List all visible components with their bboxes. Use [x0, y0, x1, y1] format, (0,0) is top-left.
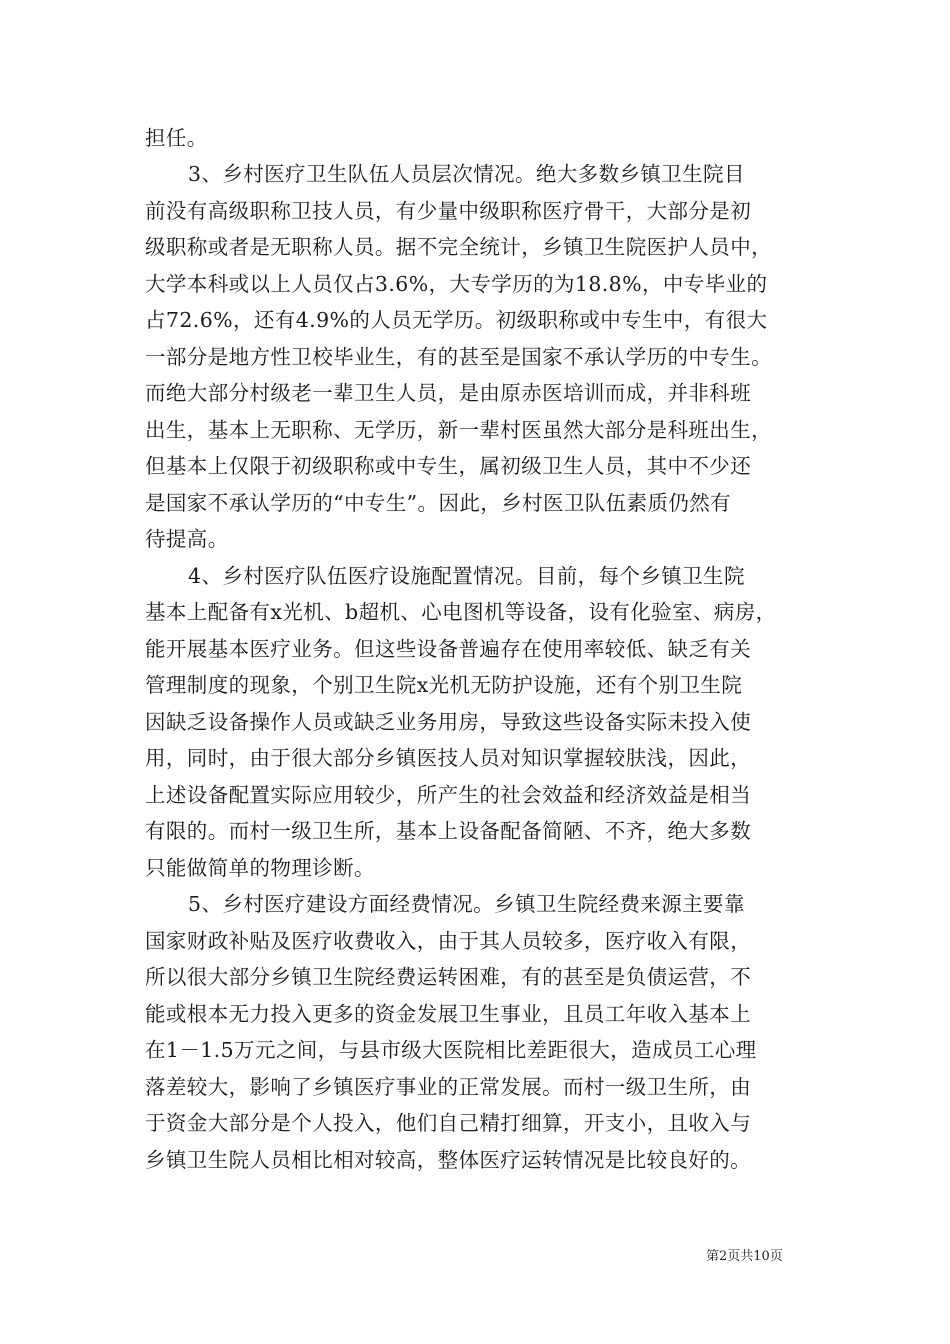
text-line: 一部分是地方性卫校毕业生，有的甚至是国家不承认学历的中专生。 [145, 345, 772, 369]
text-line: 用，同时，由于很大部分乡镇医技人员对知识掌握较肤浅，因此， [145, 746, 752, 770]
paragraph-4-start: 4、乡村医疗队伍医疗设施配置情况。目前，每个乡镇卫生院 [188, 564, 745, 588]
text-line: 只能做简单的物理诊断。 [145, 856, 375, 880]
text-line: 国家财政补贴及医疗收费收入，由于其人员较多，医疗收入有限， [145, 929, 752, 953]
text-line: 能开展基本医疗业务。但这些设备普遍存在使用率较低、缺乏有关 [145, 637, 752, 661]
text-line: 前没有高级职称卫技人员，有少量中级职称医疗骨干，大部分是初 [145, 199, 752, 223]
text-line: 在1－1.5万元之间，与县市级大医院相比差距很大，造成员工心理 [145, 1038, 757, 1062]
text-line: 出生，基本上无职称、无学历，新一辈村医虽然大部分是科班出生， [145, 418, 772, 442]
page-number-footer: 第2页共10页 [706, 1249, 783, 1264]
text-line: 所以很大部分乡镇卫生院经费运转困难，有的甚至是负债运营，不 [145, 965, 752, 989]
text-line: 上述设备配置实际应用较少，所产生的社会效益和经济效益是相当 [145, 783, 752, 807]
text-line: 于资金大部分是个人投入，他们自己精打细算，开支小，且收入与 [145, 1111, 752, 1135]
text-line: 能或根本无力投入更多的资金发展卫生事业，且员工年收入基本上 [145, 1002, 752, 1026]
text-line: 待提高。 [145, 527, 229, 551]
text-line: 大学本科或以上人员仅占3.6%，大专学历的为18.8%，中专毕业的 [145, 272, 768, 296]
text-line: 担任。 [145, 126, 208, 150]
text-line: 占72.6%，还有4.9%的人员无学历。初级职称或中专生中，有很大 [145, 308, 768, 332]
paragraph-3-start: 3、乡村医疗卫生队伍人员层次情况。绝大多数乡镇卫生院目 [188, 162, 745, 186]
text-line: 管理制度的现象，个别卫生院x光机无防护设施，还有个别卫生院 [145, 673, 743, 697]
text-line: 级职称或者是无职称人员。据不完全统计，乡镇卫生院医护人员中， [145, 235, 772, 259]
text-line: 因缺乏设备操作人员或缺乏业务用房，导致这些设备实际未投入使 [145, 710, 752, 734]
text-line: 而绝大部分村级老一辈卫生人员，是由原赤医培训而成，并非科班 [145, 381, 752, 405]
text-line: 有限的。而村一级卫生所，基本上设备配备简陋、不齐，绝大多数 [145, 819, 752, 843]
text-line: 基本上配备有x光机、b超机、心电图机等设备，设有化验室、病房， [145, 600, 777, 624]
paragraph-5-start: 5、乡村医疗建设方面经费情况。乡镇卫生院经费来源主要靠 [188, 892, 745, 916]
text-line: 落差较大，影响了乡镇医疗事业的正常发展。而村一级卫生所，由 [145, 1075, 752, 1099]
text-line: 乡镇卫生院人员相比相对较高，整体医疗运转情况是比较良好的。 [145, 1148, 752, 1172]
text-line: 但基本上仅限于初级职称或中专生，属初级卫生人员，其中不少还 [145, 454, 752, 478]
text-line: 是国家不承认学历的“中专生”。因此，乡村医卫队伍素质仍然有 [145, 491, 732, 515]
